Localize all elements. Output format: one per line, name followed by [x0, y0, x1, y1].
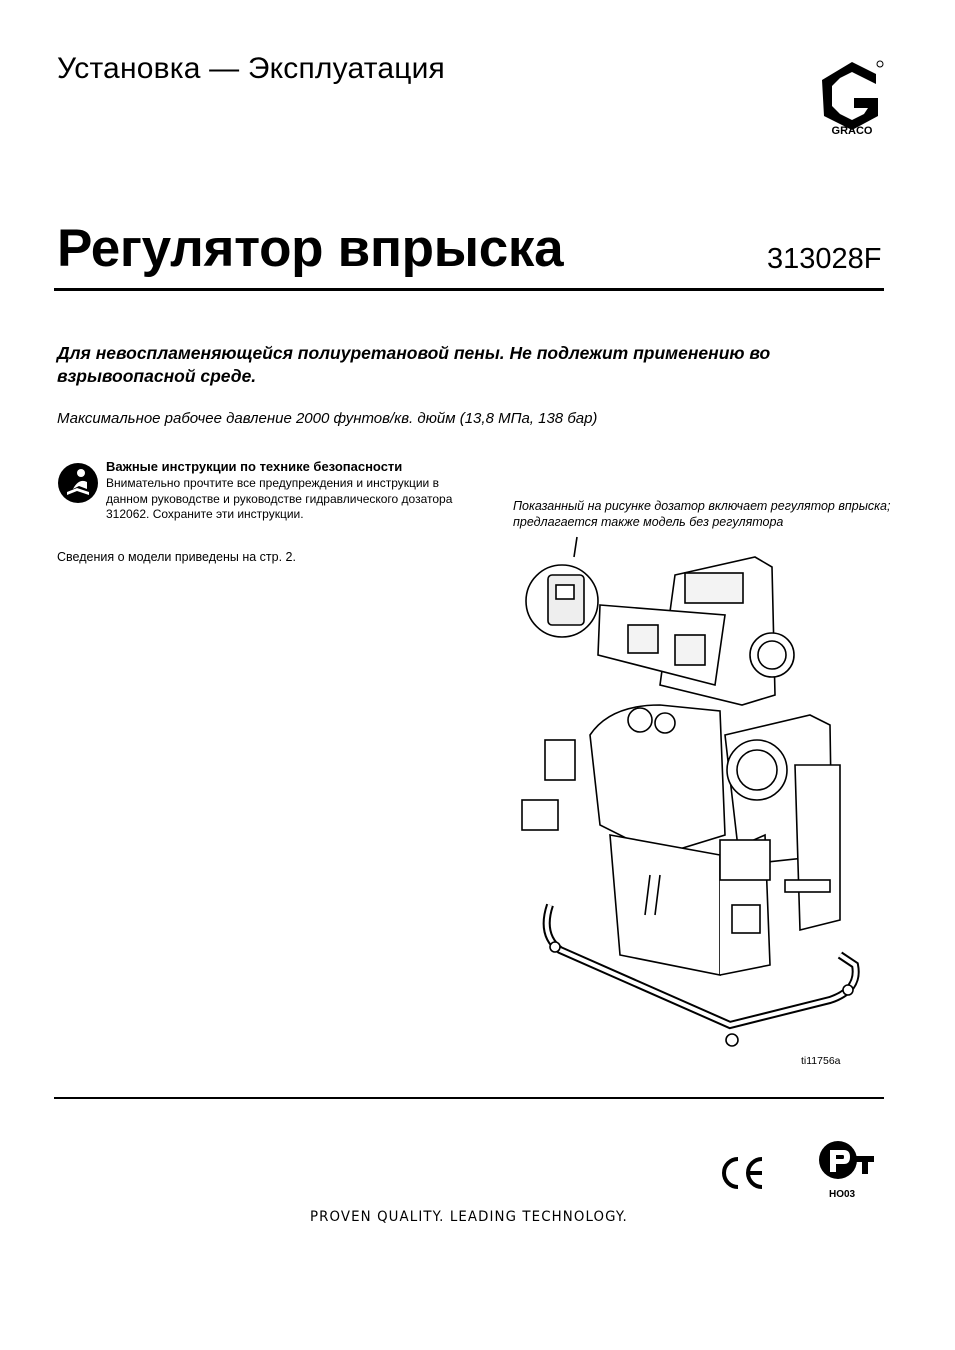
max-pressure-text: Максимальное рабочее давление 2000 фунтов/кв. дюйм (13,8 МПа, 138 бар) [57, 410, 598, 427]
safety-title: Важные инструкции по технике безопасности [106, 459, 403, 474]
bottom-divider [54, 1097, 884, 1099]
header-title: Установка — Эксплуатация [57, 52, 446, 85]
document-title: Регулятор впрыска [57, 219, 564, 278]
model-info-note: Сведения о модели приведены на стр. 2. [57, 550, 296, 564]
top-divider [54, 288, 884, 291]
safety-body: Внимательно прочтите все предупреждения и инструкции в данном руководстве и руководстве гидравлического дозатора 312062. Сохраните эти инструкции. [106, 476, 453, 521]
ce-mark-icon [718, 1155, 768, 1191]
document-number: 313028F [767, 243, 882, 275]
figure-id: ti11756a [801, 1055, 841, 1067]
logo-text: GRACO [831, 125, 873, 136]
graco-logo-icon [818, 58, 886, 136]
figure-caption: Показанный на рисунке дозатор включает регулятор впрыска; предлагается также модель без регулятора [513, 499, 891, 529]
gost-mark-icon [816, 1138, 876, 1182]
footer-tagline: PROVEN QUALITY. LEADING TECHNOLOGY. [310, 1209, 628, 1225]
proportioner-illustration [510, 535, 880, 1055]
gost-label: HO03 [829, 1189, 856, 1200]
read-manual-icon [57, 462, 99, 504]
usage-warning: Для невоспламеняющейся полиуретановой пены. Не подлежит применению во взрывоопасной среде. [57, 343, 771, 386]
